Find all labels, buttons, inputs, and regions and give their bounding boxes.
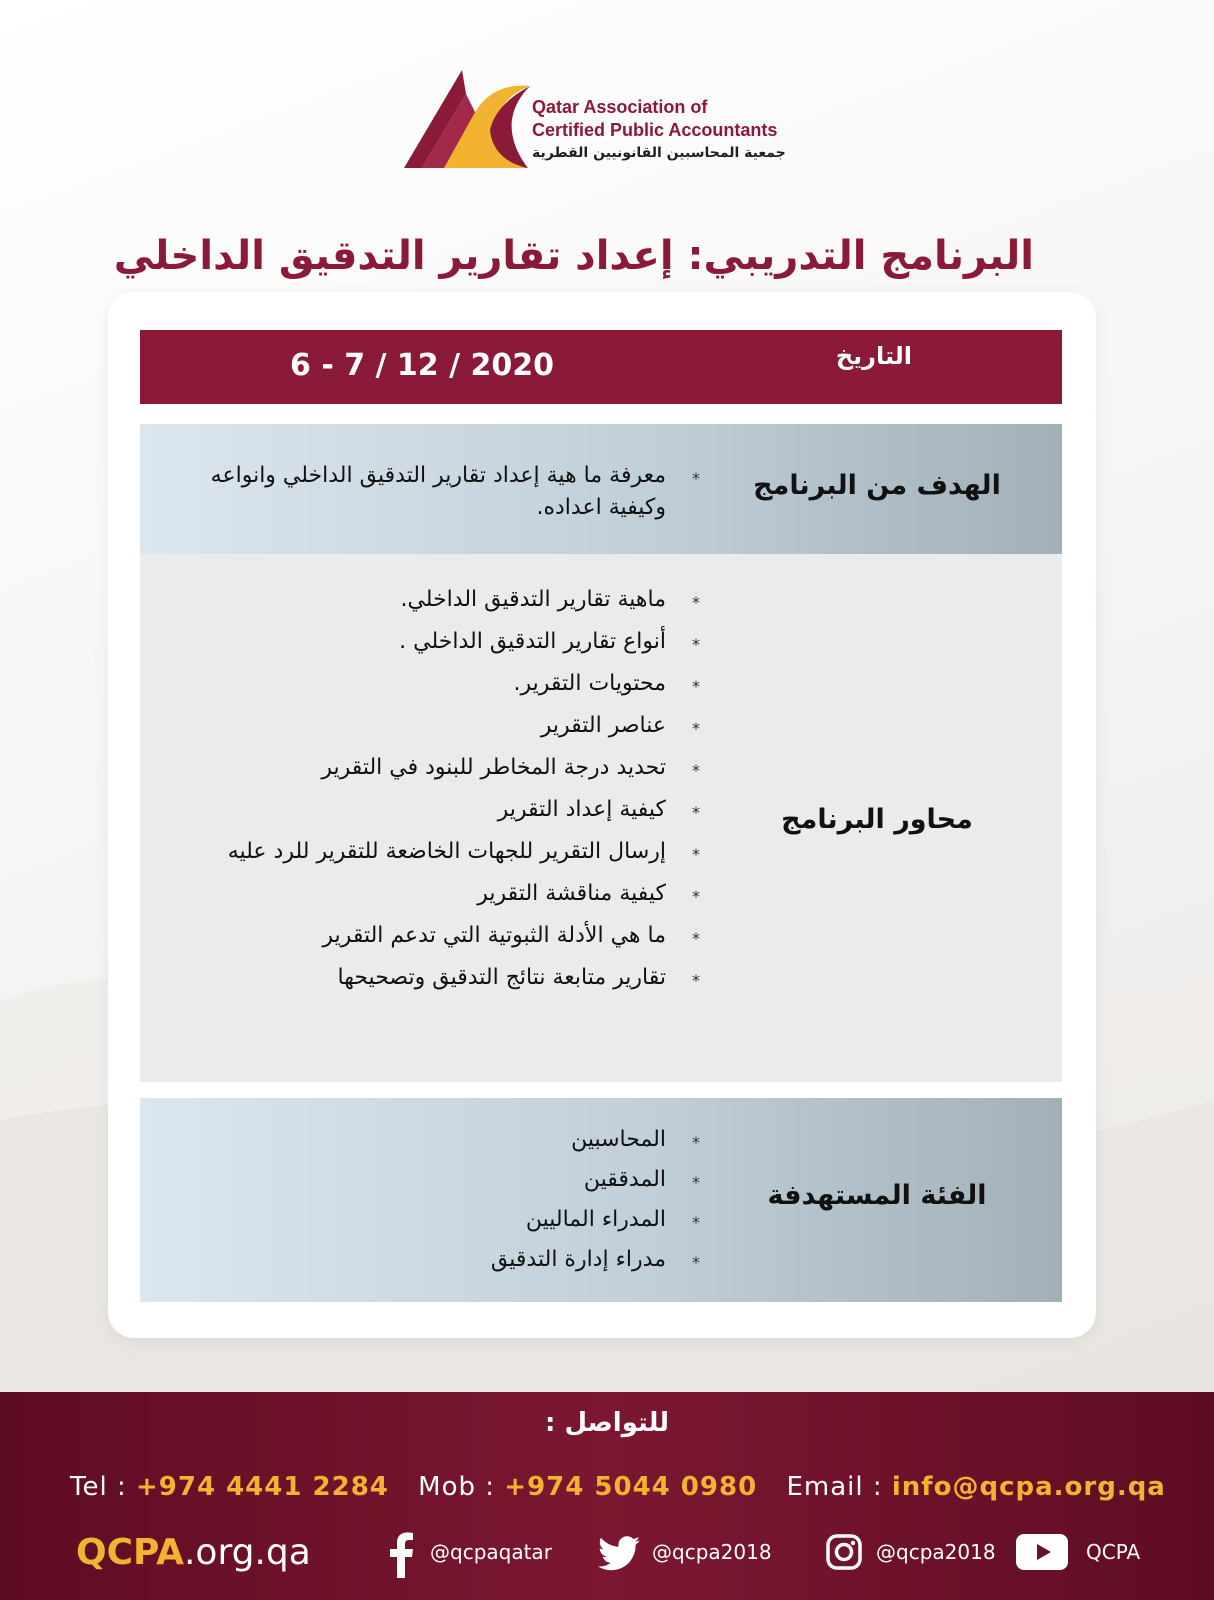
audience-item: * مدراء إدارة التدقيق — [200, 1244, 700, 1276]
bullet-star-icon: * — [692, 803, 700, 822]
qcpa-logo-mark-icon — [404, 70, 534, 180]
date-bar — [140, 330, 1062, 404]
facebook-handle[interactable]: @qcpaqatar — [430, 1540, 552, 1564]
logo-text — [532, 96, 832, 164]
bullet-star-icon: * — [692, 469, 700, 488]
topic-item: * كيفية مناقشة التقرير — [200, 878, 700, 910]
bullet-star-icon: * — [692, 887, 700, 906]
topic-item: * تقارير متابعة نتائج التدقيق وتصحيحها — [200, 962, 700, 994]
bullet-star-icon: * — [692, 761, 700, 780]
topic-item: * إرسال التقرير للجهات الخاضعة للتقرير للرد عليه — [200, 836, 700, 868]
email-link[interactable]: info@qcpa.org.qa — [891, 1472, 1166, 1502]
contact-title: للتواصل : — [545, 1408, 669, 1438]
topic-item: * ما هي الأدلة الثبوتية التي تدعم التقرير — [200, 920, 700, 952]
social-bar — [0, 1528, 1214, 1588]
audience-item: * المحاسبين — [200, 1124, 700, 1156]
contact-line — [70, 1472, 1170, 1502]
website-link[interactable] — [76, 1532, 311, 1573]
twitter-handle[interactable]: @qcpa2018 — [652, 1540, 772, 1564]
bullet-star-icon: * — [692, 845, 700, 864]
logo-name-en-line2: Certified Public Accountants — [532, 120, 778, 140]
bullet-star-icon: * — [692, 635, 700, 654]
mob-value[interactable]: +974 5044 0980 — [504, 1472, 758, 1502]
audience-label: الفئة المستهدفة — [767, 1180, 987, 1211]
topic-item: * عناصر التقرير — [200, 710, 700, 742]
topics-row — [140, 554, 1062, 1082]
email-label: Email : — [786, 1472, 883, 1502]
audience-list — [200, 1124, 700, 1276]
goal-label: الهدف من البرنامج — [753, 470, 1001, 501]
page-title: البرنامج التدريبي: إعداد تقارير التدقيق الداخلي — [113, 233, 1034, 279]
logo-name-ar: جمعية المحاسبين القانونيين القطرية — [532, 145, 786, 161]
mob-label: Mob : — [418, 1472, 496, 1502]
topic-item: * أنواع تقارير التدقيق الداخلي . — [200, 626, 700, 658]
bullet-star-icon: * — [692, 1133, 700, 1152]
bullet-star-icon: * — [692, 1173, 700, 1192]
bullet-star-icon: * — [692, 593, 700, 612]
audience-row — [140, 1098, 1062, 1302]
topic-item: * ماهية تقارير التدقيق الداخلي. — [200, 584, 700, 616]
youtube-icon[interactable] — [1016, 1534, 1068, 1570]
date-value: 6 - 7 / 12 / 2020 — [290, 348, 555, 383]
youtube-handle[interactable]: QCPA — [1086, 1540, 1141, 1564]
topic-item: * محتويات التقرير. — [200, 668, 700, 700]
logo-name-en-line1: Qatar Association of — [532, 97, 708, 117]
topic-item: * تحديد درجة المخاطر للبنود في التقرير — [200, 752, 700, 784]
site-brand: QCPA — [76, 1532, 184, 1573]
bullet-star-icon: * — [692, 929, 700, 948]
bullet-star-icon: * — [692, 971, 700, 990]
goal-row — [140, 424, 1062, 554]
bullet-star-icon: * — [692, 1213, 700, 1232]
goal-list — [200, 460, 700, 524]
audience-item: * المدراء الماليين — [200, 1204, 700, 1236]
site-domain: .org.qa — [183, 1532, 311, 1573]
bullet-star-icon: * — [692, 1253, 700, 1272]
topics-list — [200, 584, 700, 994]
topics-label: محاور البرنامج — [781, 804, 973, 835]
instagram-handle[interactable]: @qcpa2018 — [876, 1540, 996, 1564]
facebook-icon[interactable] — [388, 1530, 414, 1578]
twitter-icon[interactable] — [598, 1536, 640, 1572]
instagram-icon[interactable] — [826, 1534, 862, 1570]
qcpa-logo — [404, 70, 824, 180]
footer — [0, 1392, 1214, 1600]
date-label: التاريخ — [835, 342, 912, 370]
bullet-star-icon: * — [692, 719, 700, 738]
bullet-star-icon: * — [692, 677, 700, 696]
tel-value[interactable]: +974 4441 2284 — [135, 1472, 389, 1502]
tel-label: Tel : — [70, 1472, 127, 1502]
goal-item: * معرفة ما هية إعداد تقارير التدقيق الداخلي وانواعه وكيفية اعداده. — [200, 460, 700, 524]
topic-item: * كيفية إعداد التقرير — [200, 794, 700, 826]
audience-item: * المدققين — [200, 1164, 700, 1196]
